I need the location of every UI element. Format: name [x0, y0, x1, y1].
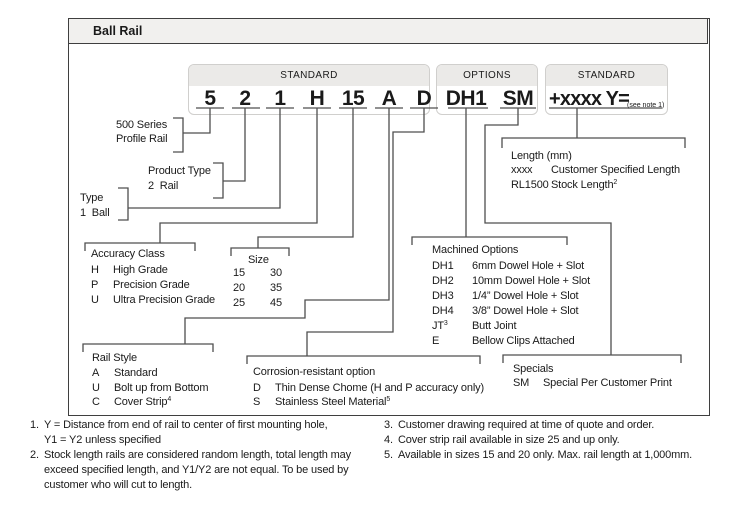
- footnote-4-num: 4.: [384, 434, 393, 446]
- footnote-2-line1: Stock length rails are considered random length, total length may: [44, 449, 351, 461]
- machined-code-1: DH1: [432, 260, 454, 272]
- specials-code: SM: [513, 377, 530, 389]
- length-see-note: (see note 1): [627, 102, 665, 109]
- corrosion-code-d: D: [253, 382, 261, 394]
- machined-code-6: E: [432, 335, 440, 347]
- part-char-specials: SM: [502, 87, 534, 110]
- machined-code-5: $JT^3$: [432, 320, 448, 332]
- footnote-5-line1: Available in sizes 15 and 20 only. Max. rail length at 1,000mm.: [398, 449, 693, 461]
- callout-type-line2: 1 Ball: [80, 207, 110, 219]
- part-char-type: 1: [274, 87, 286, 110]
- part-char-rail-style: A: [381, 87, 397, 110]
- accuracy-title: Accuracy Class: [91, 248, 165, 260]
- footnote-1-line1: Y = Distance from end of rail to center of first mounting hole,: [44, 419, 328, 431]
- length-code-x: xxxx: [511, 164, 533, 176]
- machined-desc-1: 6mm Dowel Hole + Slot: [472, 260, 585, 272]
- footnote-1-num: 1.: [30, 419, 39, 431]
- accuracy-code-h: H: [91, 264, 99, 276]
- size-r3c2: 45: [270, 297, 282, 309]
- part-char-product-type: 2: [239, 87, 251, 110]
- size-r2c1: 20: [233, 282, 245, 294]
- footnote-4-line1: Cover strip rail available in size 25 and up only.: [398, 434, 620, 446]
- accuracy-desc-u: Ultra Precision Grade: [113, 294, 216, 306]
- railstyle-desc-a: Standard: [114, 367, 158, 379]
- railstyle-title: Rail Style: [92, 352, 137, 364]
- diagram-title: Ball Rail: [93, 24, 143, 38]
- callout-product-line1: Product Type: [148, 165, 211, 177]
- part-char-accuracy: H: [309, 87, 325, 110]
- railstyle-code-u: U: [92, 382, 100, 394]
- standard-group-label: STANDARD: [189, 65, 429, 86]
- machined-code-3: DH3: [432, 290, 454, 302]
- corrosion-code-s: S: [253, 396, 261, 408]
- options-group-label: OPTIONS: [437, 65, 537, 86]
- size-title: Size: [248, 254, 269, 266]
- length-code-rl: RL1500: [511, 179, 549, 191]
- footnote-3-line1: Customer drawing required at time of quote and order.: [398, 419, 655, 431]
- railstyle-code-a: A: [92, 367, 100, 379]
- footnote-3-num: 3.: [384, 419, 393, 431]
- machined-code-2: DH2: [432, 275, 454, 287]
- callout-type-line1: Type: [80, 192, 104, 204]
- length-desc-x: Customer Specified Length: [551, 164, 680, 176]
- part-char-length: +xxxx Y=: [549, 88, 629, 110]
- part-char-size: 15: [341, 87, 365, 110]
- footnote-2-line3: customer who will cut to length.: [44, 479, 193, 491]
- length-desc-rl: Stock Length$^2$: [551, 179, 618, 191]
- corrosion-desc-s: Stainless Steel Material$^5$: [275, 396, 391, 408]
- size-r1c2: 30: [270, 267, 282, 279]
- machined-desc-6: Bellow Clips Attached: [472, 335, 575, 347]
- size-r1c1: 15: [233, 267, 245, 279]
- callout-series-line2: Profile Rail: [116, 133, 168, 145]
- specials-desc: Special Per Customer Print: [543, 377, 672, 389]
- footnote-2-num: 2.: [30, 449, 39, 461]
- part-char-corrosion: D: [416, 87, 432, 110]
- railstyle-code-c: C: [92, 396, 100, 408]
- machined-desc-5: Butt Joint: [472, 320, 517, 332]
- specials-title: Specials: [513, 363, 554, 375]
- corrosion-title: Corrosion-resistant option: [253, 366, 376, 378]
- diagram-title-bar: [68, 18, 708, 44]
- part-char-series: 5: [204, 87, 216, 110]
- size-r2c2: 35: [270, 282, 282, 294]
- accuracy-desc-p: Precision Grade: [113, 279, 190, 291]
- callout-product-line2: 2 Rail: [148, 180, 179, 192]
- length-title: Length (mm): [511, 150, 572, 162]
- corrosion-desc-d: Thin Dense Chome (H and P accuracy only): [275, 382, 485, 394]
- railstyle-desc-u: Bolt up from Bottom: [114, 382, 209, 394]
- footnote-2-line2: exceed specified length, and Y1/Y2 are not equal. To be used by: [44, 464, 349, 476]
- railstyle-desc-c: Cover Strip$^4$: [114, 396, 172, 408]
- machined-title: Machined Options: [432, 244, 519, 256]
- part-char-machined: DH1: [445, 87, 487, 110]
- standard-length-group-label: STANDARD: [546, 65, 667, 86]
- callout-series-line1: 500 Series: [116, 119, 168, 131]
- machined-desc-2: 10mm Dowel Hole + Slot: [472, 275, 591, 287]
- machined-desc-3: 1/4” Dowel Hole + Slot: [472, 290, 579, 302]
- machined-code-4: DH4: [432, 305, 454, 317]
- footnote-1-line2: Y1 = Y2 unless specified: [44, 434, 161, 446]
- accuracy-desc-h: High Grade: [113, 264, 168, 276]
- footnote-5-num: 5.: [384, 449, 393, 461]
- accuracy-code-u: U: [91, 294, 99, 306]
- accuracy-code-p: P: [91, 279, 99, 291]
- size-r3c1: 25: [233, 297, 245, 309]
- machined-desc-4: 3/8” Dowel Hole + Slot: [472, 305, 579, 317]
